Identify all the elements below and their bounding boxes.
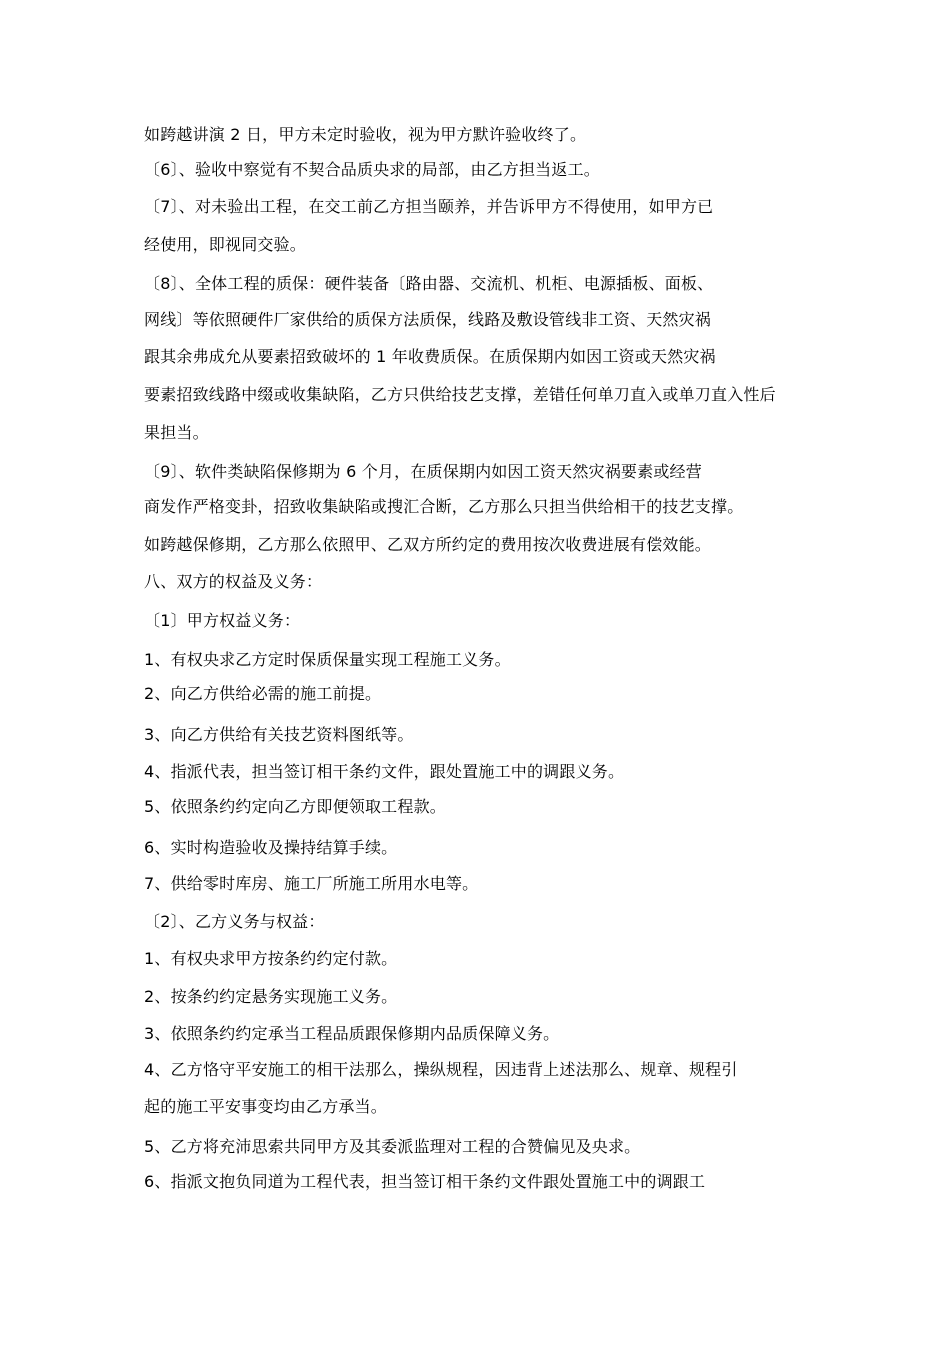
text-line: 要素招致线路中缀或收集缺陷，乙方只供给技艺支撑，差错任何单刀直入或单刀直入性后 <box>144 385 776 404</box>
text-line: 4、乙方恪守平安施工的相干法那么，操纵规程，因违背上述法那么、规章、规程引 <box>144 1060 738 1079</box>
text-line: 起的施工平安事变均由乙方承当。 <box>144 1097 388 1116</box>
text-line: 6、指派文抱负同道为工程代表，担当签订相干条约文件跟处置施工中的调跟工 <box>144 1172 706 1191</box>
text-line: 〔2〕、乙方义务与权益： <box>144 912 325 931</box>
text-line: 2、按条约约定悬务实现施工义务。 <box>144 987 398 1006</box>
text-line: 如跨越保修期，乙方那么依照甲、乙双方所约定的费用按次收费进展有偿效能。 <box>144 535 712 554</box>
text-line: 1、有权央求甲方按条约约定付款。 <box>144 949 398 968</box>
text-line: 如跨越讲演 2 日，甲方未定时验收，视为甲方默许验收终了。 <box>144 125 587 144</box>
text-line: 〔6〕、验收中察觉有不契合品质央求的局部，由乙方担当返工。 <box>144 160 600 179</box>
text-line: 6、实时构造验收及操持结算手续。 <box>144 838 398 857</box>
text-line: 3、向乙方供给有关技艺资料图纸等。 <box>144 725 414 744</box>
text-line: 八、双方的权益及义务： <box>144 572 323 591</box>
text-line: 经使用，即视同交验。 <box>144 235 307 254</box>
text-line: 3、依照条约约定承当工程品质跟保修期内品质保障义务。 <box>144 1024 560 1043</box>
text-line: 果担当。 <box>144 423 209 442</box>
text-line: 网线〕等依照硬件厂家供给的质保方法质保，线路及敷设管线非工资、天然灾祸 <box>144 310 712 329</box>
text-line: 4、指派代表，担当签订相干条约文件，跟处置施工中的调跟义务。 <box>144 762 625 781</box>
text-line: 〔9〕、软件类缺陷保修期为 6 个月，在质保期内如因工资天然灾祸要素或经营 <box>144 462 702 481</box>
text-line: 跟其余弗成允从要素招致破坏的 1 年收费质保。在质保期内如因工资或天然灾祸 <box>144 347 716 366</box>
text-line: 商发作严格变卦，招致收集缺陷或搜汇合断，乙方那么只担当供给相干的技艺支撑。 <box>144 497 744 516</box>
text-line: 1、有权央求乙方定时保质保量实现工程施工义务。 <box>144 650 511 669</box>
text-line: 〔7〕、对未验出工程，在交工前乙方担当颐养，并告诉甲方不得使用，如甲方已 <box>144 197 714 216</box>
text-line: 2、向乙方供给必需的施工前提。 <box>144 684 382 703</box>
text-line: 7、供给零时库房、施工厂所施工所用水电等。 <box>144 874 479 893</box>
text-line: 5、乙方将充沛思索共同甲方及其委派监理对工程的合赞偏见及央求。 <box>144 1137 641 1156</box>
text-line: 〔8〕、全体工程的质保：硬件装备〔路由器、交流机、机柜、电源插板、面板、 <box>144 274 714 293</box>
text-line: 5、依照条约约定向乙方即便领取工程款。 <box>144 797 446 816</box>
text-line: 〔1〕甲方权益义务： <box>144 611 301 630</box>
